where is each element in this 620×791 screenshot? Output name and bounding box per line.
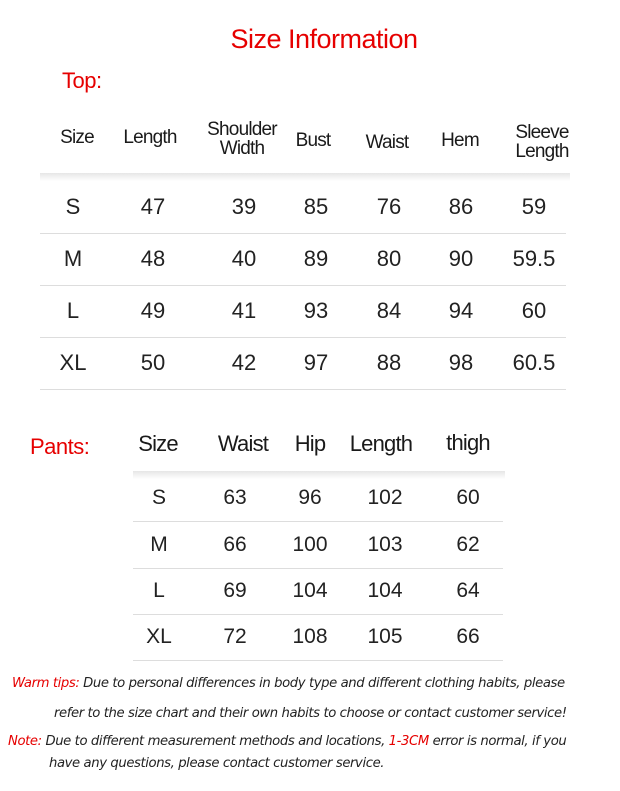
table-cell: 85	[303, 194, 329, 219]
warm-tips-line-1	[0, 676, 620, 691]
table-cell: 49	[140, 298, 166, 323]
table-cell: 104	[367, 579, 403, 602]
table-cell: 59.5	[512, 246, 556, 271]
table-cell: 39	[231, 194, 257, 219]
table-cell: S	[65, 194, 81, 219]
table-cell: 64	[456, 579, 480, 602]
note-line-2: have any questions, please contact customer service.	[49, 756, 385, 771]
top-section-label: Top:	[62, 68, 102, 93]
table-cell: XL	[59, 350, 87, 375]
table-cell: 69	[223, 579, 247, 602]
table-cell: 100	[292, 533, 328, 556]
table-cell: 90	[448, 246, 474, 271]
pants-header-hip: Hip	[294, 431, 326, 456]
top-header-shoulder-width	[207, 120, 277, 158]
pants-header-thigh: thigh	[446, 430, 490, 455]
top-header-shoulder-line2: Width	[219, 138, 265, 159]
table-cell: 59	[521, 194, 547, 219]
top-header-divider	[40, 173, 570, 181]
table-cell: XL	[146, 625, 172, 648]
note-label: Note:	[8, 734, 42, 749]
table-cell: 93	[303, 298, 329, 323]
table-cell: 94	[448, 298, 474, 323]
pants-section-label: Pants:	[30, 434, 90, 459]
table-cell: 76	[376, 194, 402, 219]
table-row	[40, 233, 566, 286]
table-cell: 40	[231, 246, 257, 271]
table-cell: 66	[223, 533, 247, 556]
table-cell: 80	[376, 246, 402, 271]
table-cell: 102	[367, 486, 403, 509]
table-cell: 66	[456, 625, 480, 648]
table-cell: 60	[521, 298, 547, 323]
table-cell: 96	[298, 486, 322, 509]
table-cell: 104	[292, 579, 328, 602]
top-header-sleeve-line2: Length	[515, 141, 569, 162]
table-cell: 89	[303, 246, 329, 271]
table-row	[133, 568, 503, 615]
table-cell: 97	[303, 350, 329, 375]
table-cell: M	[63, 246, 83, 271]
table-cell: 72	[223, 625, 247, 648]
table-cell: 48	[140, 246, 166, 271]
table-cell: 84	[376, 298, 402, 323]
top-header-length: Length	[123, 127, 177, 148]
table-cell: L	[66, 298, 80, 323]
table-cell: S	[151, 486, 167, 509]
top-header-hem: Hem	[441, 130, 479, 151]
warm-tips-text: Due to personal differences in body type and different clothing habits, please	[79, 676, 565, 691]
top-header-shoulder-line1: Shoulder	[207, 119, 277, 140]
table-row	[133, 614, 503, 661]
table-cell: 47	[140, 194, 166, 219]
table-cell: M	[150, 533, 168, 556]
pants-header-size: Size	[138, 431, 178, 456]
table-cell: 105	[367, 625, 403, 648]
warm-tips-line-2: refer to the size chart and their own habits to choose or contact customer service!	[54, 706, 567, 721]
table-cell: 98	[448, 350, 474, 375]
warm-tips-label: Warm tips:	[12, 676, 80, 691]
table-row	[40, 285, 566, 338]
note-text-1: Due to different measurement methods and locations,	[41, 734, 389, 749]
table-cell: L	[153, 579, 165, 602]
table-cell: 86	[448, 194, 474, 219]
pants-header-length: Length	[349, 431, 413, 456]
table-cell: 42	[231, 350, 257, 375]
table-cell: 108	[292, 625, 328, 648]
table-row	[133, 475, 503, 522]
note-text-2: error is normal, if you	[428, 734, 567, 749]
pants-header-waist: Waist	[217, 431, 269, 456]
top-header-bust: Bust	[295, 130, 331, 151]
table-row	[40, 337, 566, 390]
table-cell: 103	[367, 533, 403, 556]
table-cell: 60	[456, 486, 480, 509]
top-header-sleeve-line1: Sleeve	[515, 122, 569, 143]
table-row	[133, 522, 503, 569]
table-cell: 62	[456, 533, 480, 556]
page-title: Size Information	[230, 24, 418, 54]
table-cell: 88	[376, 350, 402, 375]
table-cell: 60.5	[512, 350, 556, 375]
note-line-1	[0, 734, 620, 749]
note-highlight: 1-3CM	[388, 734, 429, 749]
table-cell: 63	[223, 486, 247, 509]
top-header-size: Size	[60, 127, 94, 148]
table-row	[40, 181, 566, 234]
top-header-waist: Waist	[365, 132, 409, 153]
table-cell: 50	[140, 350, 166, 375]
table-cell: 41	[231, 298, 257, 323]
top-header-sleeve-length	[515, 123, 568, 161]
